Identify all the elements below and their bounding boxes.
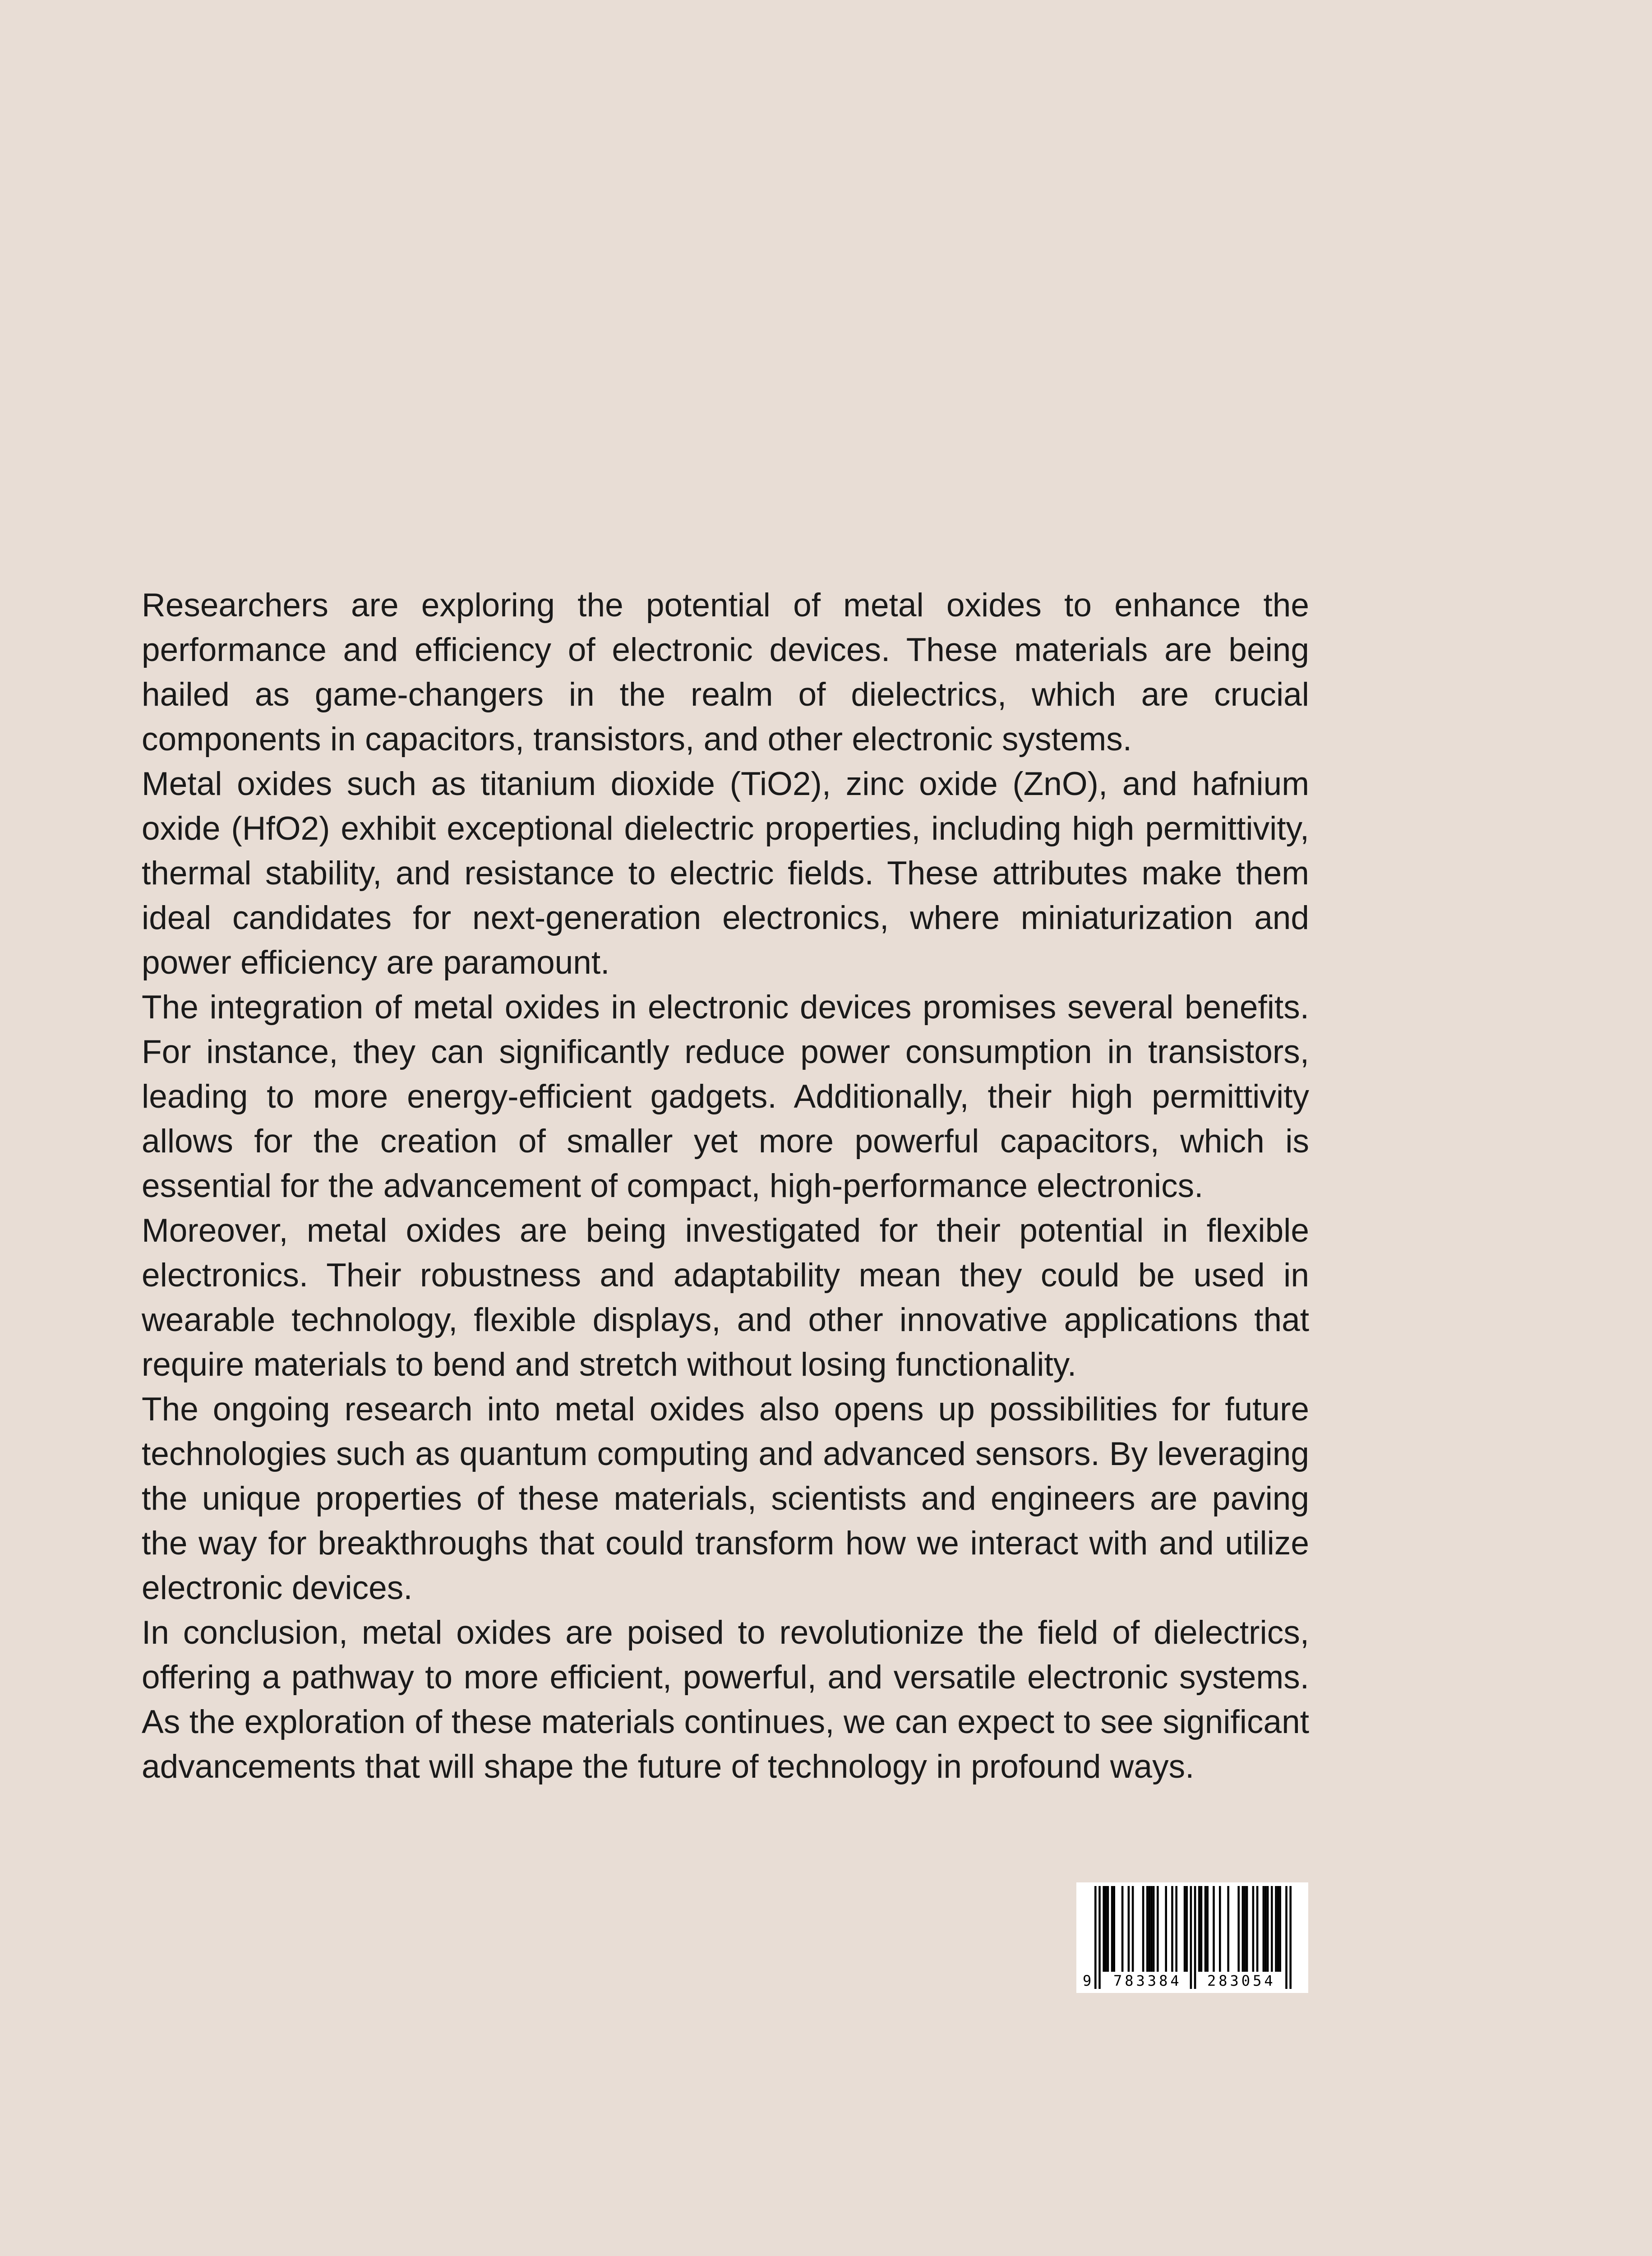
barcode-bar <box>1157 1886 1159 1972</box>
barcode-bar <box>1107 1886 1109 1972</box>
barcode-bar <box>1264 1886 1267 1972</box>
barcode-bar <box>1277 1886 1279 1972</box>
paragraph-4: Moreover, metal oxides are being investigated for their potential in flexible electronics. Their robustness and adaptability mean they could be used in wearable technology, flexible displays, and other innovative applications that require materials to bend and stretch without losing functionality. <box>142 1212 1309 1383</box>
barcode-guard-bar <box>1194 1886 1196 1989</box>
barcode-bar <box>1121 1886 1124 1972</box>
barcode-bar <box>1171 1886 1173 1972</box>
barcode-bar <box>1275 1886 1277 1972</box>
barcode-guard-bar <box>1190 1886 1192 1989</box>
barcode-bar <box>1142 1886 1144 1972</box>
barcode-bar <box>1252 1886 1255 1972</box>
barcode-right-digits: 283054 <box>1207 1972 1276 1989</box>
barcode-bar <box>1128 1886 1130 1972</box>
barcode-bar <box>1198 1886 1200 1972</box>
barcode-bar <box>1279 1886 1281 1972</box>
barcode-guard-bar <box>1289 1886 1292 1989</box>
barcode-left-digits: 783384 <box>1113 1972 1182 1989</box>
barcode-bar <box>1263 1886 1265 1972</box>
barcode-bar <box>1105 1886 1107 1972</box>
barcode-guard-bar <box>1285 1886 1287 1989</box>
barcode-bar <box>1150 1886 1153 1972</box>
barcode-bar <box>1246 1886 1248 1972</box>
barcode-bar <box>1200 1886 1203 1972</box>
blurb-text <box>142 583 1309 1789</box>
barcode-bar <box>1175 1886 1177 1972</box>
barcode-bar <box>1149 1886 1151 1972</box>
barcode-bar <box>1132 1886 1134 1972</box>
barcode-bar <box>1237 1886 1240 1972</box>
barcode-bar <box>1103 1886 1105 1972</box>
paragraph-2: Metal oxides such as titanium dioxide (TiO2), zinc oxide (ZnO), and hafnium oxide (HfO2) exhibit exceptional dielectric properties, including high permittivity, thermal stability, and resistance to electric fields. These attributes make them ideal candidates for next-generation electronics, where miniaturization and power efficiency are paramount. <box>142 766 1309 981</box>
barcode-bar <box>1256 1886 1259 1972</box>
barcode-bar <box>1227 1886 1229 1972</box>
paragraph-3: The integration of metal oxides in electronic devices promises several benefits. For instance, they can significantly reduce power consumption in transistors, leading to more energy-efficient gadgets. Additionally, their high permittivity allows for the creation of smaller yet more powerful capacitors, which is essential for the advancement of compact, high-performance electronics. <box>142 989 1309 1204</box>
paragraph-5: The ongoing research into metal oxides also opens up possibilities for future technologies such as quantum computing and advanced sensors. By leveraging the unique properties of these materials, scientists and engineers are paving the way for breakthroughs that could transform how we interact with and utilize electronic devices. <box>142 1391 1309 1606</box>
barcode-bar <box>1244 1886 1246 1972</box>
isbn-barcode <box>1076 1882 1308 1993</box>
barcode-guard-bar <box>1094 1886 1097 1989</box>
barcode-bar <box>1111 1886 1113 1972</box>
barcode-first-digit: 9 <box>1083 1972 1094 1989</box>
paragraph-6: In conclusion, metal oxides are poised to revolutionize the field of dielectrics, offering a pathway to more efficient, powerful, and versatile electronic systems. As the exploration of these materials continues, we can expect to see significant advancements that will shape the future of technology in profound ways. <box>142 1614 1309 1785</box>
barcode-bar <box>1206 1886 1209 1972</box>
barcode-bar <box>1113 1886 1115 1972</box>
barcode-bar <box>1219 1886 1221 1972</box>
paragraph-1: Researchers are exploring the potential of metal oxides to enhance the performance and efficiency of electronic devices. These materials are being hailed as game-changers in the realm of dielectrics, which are crucial components in capacitors, transistors, and other electronic systems. <box>142 587 1309 758</box>
barcode-guard-bar <box>1098 1886 1101 1989</box>
barcode-bar <box>1146 1886 1149 1972</box>
barcode-bar <box>1153 1886 1155 1972</box>
barcode-bar <box>1204 1886 1207 1972</box>
barcode-bar <box>1165 1886 1167 1972</box>
barcode-bar <box>1242 1886 1244 1972</box>
barcode-bar <box>1184 1886 1186 1972</box>
barcode-bar <box>1186 1886 1188 1972</box>
barcode-bar <box>1271 1886 1273 1972</box>
barcode-bar <box>1267 1886 1269 1972</box>
barcode-bar <box>1213 1886 1215 1972</box>
